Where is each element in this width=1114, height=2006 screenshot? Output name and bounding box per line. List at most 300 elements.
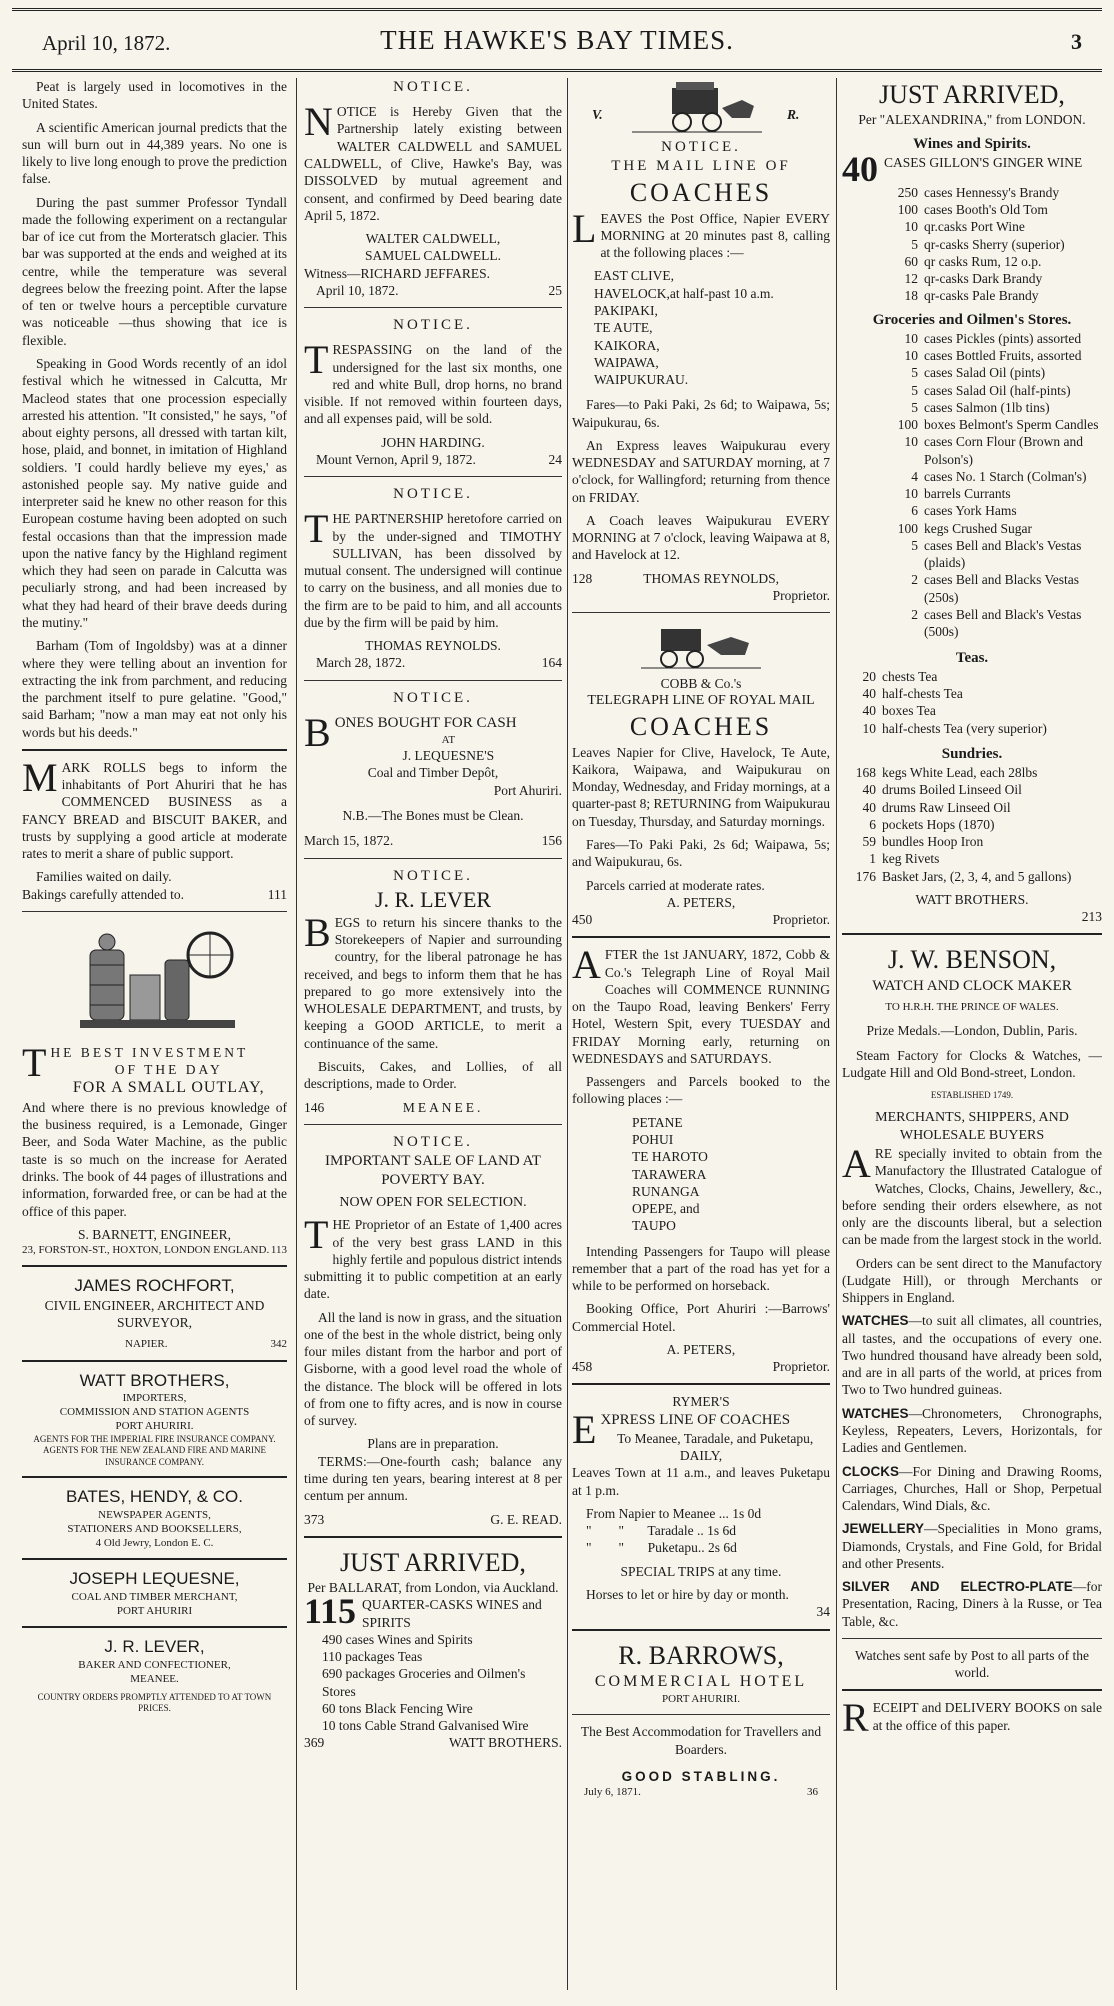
notice-heading: NOTICE. [393, 1133, 473, 1150]
card-name: BATES, HENDY, & CO. [66, 1487, 243, 1507]
advert-line: ESTABLISHED 1749. [930, 1089, 1014, 1100]
advert-number: 111 [267, 886, 287, 902]
notice-signature: A. PETERS, [666, 894, 736, 910]
arrival-list [304, 1631, 562, 1735]
list-item [842, 868, 1102, 885]
notice-text: HE PARTNERSHIP heretofore carried on by the under-signed and TIMOTHY SULLIVAN, has been dissolved by mutual consent. The undersigned will continue to carry on the business, and all monies due to the firm are to be paid to him, and all accounts due by the firm will be paid by him. [304, 511, 562, 630]
card-line: COMMISSION AND STATION AGENTS [59, 1406, 250, 1419]
notice-heading: NOW OPEN FOR SELECTION. [339, 1195, 527, 1211]
list-item: 110 packages Teas [322, 1649, 423, 1665]
notice-heading: J. R. LEVER [374, 886, 492, 912]
advert-number: 156 [541, 833, 562, 849]
advert-line: Bakings carefully attended to. [22, 886, 184, 902]
notice-line: Horses to let or hire by day or month. [586, 1587, 789, 1602]
notice-heading: XPRESS LINE OF COACHES [600, 1411, 791, 1428]
notice-line: MEANEE. [402, 1099, 484, 1115]
card-bates-hendy [22, 1486, 287, 1550]
masthead [12, 8, 1102, 72]
notice-heading: COACHES [629, 178, 773, 208]
list-item [842, 537, 1102, 572]
item-name: barrels Currants [924, 486, 1011, 502]
advert-text: Watches sent safe by Post to all parts of the world. [855, 1647, 1089, 1681]
card-line: COUNTRY ORDERS PROMPTLY ATTENDED TO AT TOWN PRICES. [37, 1691, 272, 1714]
list-item [842, 382, 1102, 399]
list-item [842, 799, 1102, 816]
emblem-letter: R. [787, 107, 800, 122]
column-rule [836, 78, 837, 1990]
list-item: 10 tons Cable Strand Galvanised Wire [322, 1718, 529, 1734]
advert-number: 36 [807, 1786, 818, 1799]
item-qty: 100 [897, 520, 918, 536]
article-paragraph: Barham (Tom of Ingoldsby) was at a dinner where they were telling about an invention for extracting the ink from parchment, and reducing the parchment itself to pure gelatine. "Good," said Barham; "now a man may eat not only his words but his deeds." [22, 638, 287, 740]
list-item: 490 cases Wines and Spirits [322, 1631, 473, 1647]
list-item [842, 287, 1102, 304]
notice-heading: NOTICE. [661, 139, 741, 155]
section-heading: Teas. [955, 649, 989, 666]
notice-heading: NOTICE. [393, 486, 473, 503]
card-line: IMPORTERS, [122, 1392, 187, 1405]
advert-text: —For Dining and Drawing Rooms, Carriages, Churches, Hall or Shop, Perpetual Calendars, Wind Dials, &c. [842, 1463, 1102, 1514]
advert-heading: MERCHANTS, SHIPPERS, AND WHOLESALE BUYERS [875, 1110, 1069, 1144]
list-item [842, 668, 1102, 685]
advert-line: PORT AHURIRI. [662, 1693, 740, 1706]
item-name: drums Boiled Linseed Oil [882, 782, 1022, 798]
advert-mark-rolls [22, 754, 287, 903]
item-name: cases Bottled Fruits, assorted [924, 348, 1082, 364]
advert-number: 128 [572, 570, 593, 586]
list-item [842, 502, 1102, 519]
advert-label: CLOCKS [842, 1463, 899, 1479]
column-2 [304, 78, 562, 1990]
item-qty: 40 [862, 799, 876, 815]
item-qty: 10 [904, 348, 918, 364]
article-paragraph: During the past summer Professor Tyndall made the following experiment on a rectangular bar of ice cut from the Morteratsch glacier. This bar was supported at the ends and weighed at its centre, while the temperature was several degrees below the freezing point. After the lapse of ten or twelve hours a perceptible curvature was noticeable —thus showing that ice is flexible. [22, 194, 287, 348]
notice-heading: ONES BOUGHT FOR CASH [334, 714, 517, 731]
item-name: cases Booth's Old Tom [924, 201, 1048, 217]
notice-heading: THE MAIL LINE OF [611, 158, 791, 175]
notice-heading: NOTICE. [393, 867, 473, 884]
column-3 [572, 78, 830, 1990]
list-item [842, 606, 1102, 641]
card-line: AGENTS FOR THE NEW ZEALAND FIRE AND MARINE INSURANCE COMPANY. [43, 1445, 266, 1467]
advert-address: 23, FORSTON-ST., HOXTON, LONDON ENGLAND. [22, 1244, 270, 1257]
card-watt-brothers [22, 1370, 287, 1469]
list-item: From Napier to Meanee ... 1s 0d [586, 1505, 762, 1521]
list-item [842, 253, 1102, 270]
item-name: bundles Hoop Iron [882, 834, 984, 850]
item-qty: 5 [911, 382, 918, 398]
item-name: cases Bell and Black's Vestas (plaids) [924, 537, 1082, 571]
notice-text: Intending Passengers for Taupo will please remember that a part of the road has yet for a while to be performed on horseback. [572, 1243, 830, 1294]
list-item: POHUI [632, 1131, 674, 1147]
page-number: 3 [1071, 29, 1082, 54]
notice-line: Proprietor. [772, 587, 830, 603]
card-line: NEWSPAPER AGENTS, [98, 1508, 211, 1521]
advert-number: 113 [270, 1244, 287, 1257]
list-item [842, 364, 1102, 381]
item-name: boxes Belmont's Sperm Candles [924, 417, 1099, 433]
item-qty: 100 [897, 201, 918, 217]
item-qty: 40 [862, 703, 876, 719]
article-paragraph: A scientific American journal predicts that the sun will burn out in 44,389 years. No one is likely to live long enough to prove the prediction false. [22, 119, 287, 187]
advert-text: ARK ROLLS begs to inform the inhabitants of Port Ahuriri that he has COMMENCED BUSINESS as a FANCY BREAD and BISCUIT BAKER, and trusts by supplying a good article at moderate rates to merit a share of public support. [22, 759, 287, 862]
list-item: RUNANGA [632, 1183, 700, 1199]
item-qty: 168 [855, 764, 876, 780]
advert-text: ECEIPT and DELIVERY BOOKS on sale at the office of this paper. [872, 1700, 1102, 1733]
list-item [842, 850, 1102, 867]
advert-text: And where there is no previous knowledge of the business required, is a Lemonade, Ginger Beer, and Soda Water Machine, as the public taste is so much on the increase for Aerated drinks. The book of 44 pages of illustrations and information, forwarded free, or can be had at the office of this paper. [22, 1099, 287, 1219]
list-item [842, 270, 1102, 287]
item-name: half-chests Tea [882, 686, 963, 701]
notice-heading: NOTICE. [393, 689, 473, 706]
item-qty: 40 [862, 782, 876, 798]
notice-text: Fares—to Paki Paki, 2s 6d; to Waipawa, 5s; Waipukurau, 6s. [572, 397, 830, 430]
teas-list [842, 668, 1102, 737]
list-item [842, 816, 1102, 833]
fares-list [572, 1505, 830, 1557]
item-name: cases Bell and Black's Vestas (500s) [924, 607, 1082, 640]
notice-text: All the land is now in grass, and the situation one of the best in the whole district, being only four miles distant from the harbor and port of Gisborne, with a good level road the whole of the distance. The block will be offered in lots of from one to fifty acres, and is now in course of survey. [304, 1309, 562, 1429]
notice-line: J. LEQUESNE'S [402, 748, 495, 764]
list-item [842, 781, 1102, 798]
advert-line: CASES GILLON'S GINGER WINE [884, 154, 1083, 170]
list-item: TE HAROTO [632, 1149, 708, 1165]
notice-text: A Coach leaves Waipukurau EVERY MORNING at 7 o'clock, leaving Waipawa at 8, and Havelock at 12. [572, 512, 830, 563]
notice-date: March 15, 1872. [304, 833, 394, 849]
advert-heading: WATCH AND CLOCK MAKER [872, 977, 1072, 994]
list-item: PETANE [632, 1114, 683, 1130]
card-lever [22, 1636, 287, 1715]
notice-line: Coal and Timber Depôt, [367, 765, 499, 781]
advert-text: —Specialities in Mono grams, Diamonds, Crystals, and Fine Gold, for Bridal and other Presents. [842, 1521, 1102, 1571]
advert-label: WATCHES [842, 1313, 909, 1329]
drop-cap: L [572, 205, 597, 251]
item-name: keg Rivets [882, 851, 940, 867]
advert-text: —for Presentation, Racing, Diners à la Russe, or Tea Table, &c. [842, 1579, 1102, 1629]
list-item: WAIPAWA, [594, 354, 659, 370]
list-item [842, 685, 1102, 702]
advert-heading: JUST ARRIVED, [879, 80, 1065, 109]
notice-text: Biscuits, Cakes, and Lollies, of all descriptions, made to Order. [304, 1058, 562, 1092]
notice-date: April 10, 1872. [316, 282, 399, 298]
advert-number: 450 [572, 912, 593, 928]
section-heading: Wines and Spirits. [913, 135, 1031, 152]
item-qty: 5 [911, 365, 918, 381]
advert-text: RE specially invited to obtain from the Manufactory the Illustrated Catalogue of Watches, Clocks, Chains, Jewellery, &c., before sending their orders elsewhere, as not only are the discounts liberal, but a selection can be made from the largest stock in the world. [842, 1146, 1102, 1248]
item-qty: 10 [862, 720, 876, 736]
notice-text: TERMS:—One-fourth cash; balance any time during ten years, bearing interest at 8 per centum per annum. [304, 1453, 562, 1504]
list-item [842, 702, 1102, 719]
sundries-list [842, 764, 1102, 885]
advert-text: The Best Accommodation for Travellers and Boarders. [580, 1724, 822, 1757]
advert-label: SILVER AND ELECTRO-PLATE [842, 1579, 1073, 1595]
notice-line: Plans are in preparation. [367, 1436, 499, 1452]
item-name: cases Bell and Blacks Vestas (250s) [924, 572, 1079, 605]
card-line: STATIONERS AND BOOKSELLERS, [67, 1522, 242, 1535]
drop-cap: T [304, 506, 329, 552]
drop-cap: B [304, 709, 331, 755]
notice-text: HE Proprietor of an Estate of 1,400 acres of the very best grass LAND in this highly fertile and populous district intends submitting it to public competition at an early date. [304, 1217, 562, 1302]
notice-signature: SAMUEL CALDWELL. [365, 248, 501, 264]
advert-date: July 6, 1871. [584, 1786, 641, 1799]
card-lequesne [22, 1568, 287, 1618]
list-item [842, 201, 1102, 218]
item-qty: 10 [904, 486, 918, 502]
item-name: drums Raw Linseed Oil [882, 799, 1011, 815]
notice-signature: G. E. READ. [490, 1511, 562, 1527]
notice-text: OTICE is Hereby Given that the Partnership lately existing between WALTER CALDWELL and SAMUEL CALDWELL, of Clive, Hawke's Bay, was DISSOLVED by mutual agreement and consent, and confirmed by Deed bearing date April 5, 1872. [304, 104, 562, 223]
notice-text: Leaves Napier for Clive, Havelock, Te Aute, Kaikora, Waipawa, and Waipukurau on Monday, Wednesday, and Friday mornings, at a quarter-past 8; RETURNING from Waipukurau on Tuesday, Thursday, and Saturday mornings. [572, 744, 830, 829]
advert-line: QUARTER-CASKS WINES and SPIRITS [362, 1597, 542, 1630]
advert-label: JEWELLERY [842, 1521, 925, 1537]
notice-text: Leaves Town at 11 a.m., and leaves Puketapu at 1 p.m. [572, 1465, 830, 1498]
notice-text: An Express leaves Waipukurau every WEDNESDAY and SATURDAY morning, at 7 o'clock, for Wallingford; returning from thence on FRIDAY. [572, 437, 830, 505]
list-item [842, 764, 1102, 781]
advert-subheading: Per BALLARAT, from London, via Auckland. [307, 1580, 559, 1596]
newspaper-title: THE HAWKE'S BAY TIMES. [380, 25, 734, 55]
item-name: kegs White Lead, each 28lbs [882, 764, 1038, 780]
card-line: COAL AND TIMBER MERCHANT, [71, 1590, 238, 1603]
advert-line: Families waited on daily. [36, 869, 172, 885]
item-name: boxes Tea [882, 703, 936, 719]
item-qty: 250 [897, 184, 918, 200]
notice-heading: COBB & Co.'s [660, 676, 742, 692]
mail-coach-emblem [572, 78, 830, 138]
notice-heading: TELEGRAPH LINE OF ROYAL MAIL [587, 693, 815, 709]
notice-line: Proprietor. [772, 912, 830, 928]
list-item: " " Taradale .. 1s 6d [586, 1523, 737, 1539]
item-qty: 176 [855, 868, 876, 884]
card-line: PORT AHURIRI [116, 1604, 193, 1617]
list-item: KAIKORA, [594, 337, 660, 353]
item-name: cases Pickles (pints) assorted [924, 330, 1082, 346]
soda-machine-illustration [70, 920, 240, 1040]
item-name: chests Tea [882, 668, 938, 684]
notice-heading: IMPORTANT SALE OF LAND AT POVERTY BAY. [325, 1152, 541, 1189]
list-item: " " Puketapu.. 2s 6d [586, 1540, 737, 1556]
notice-text: FTER the 1st JANUARY, 1872, Cobb & Co.'s Telegraph Line of Royal Mail Coaches will COMMENCE RUNNING on the Taupo Road, leaving Benkers' Ferry Hotel, Western Spit, every TUESDAY and FRIDAY Morning early, returning on WEDNESDAYS and SATURDAYS. [572, 947, 830, 1066]
item-qty: 2 [911, 607, 918, 623]
advert-number: 25 [548, 282, 562, 298]
list-item: EAST CLIVE, [594, 268, 674, 284]
drop-cap: T [22, 1039, 47, 1085]
advert-text: Steam Factory for Clocks & Watches, —Ludgate Hill and Old Bond-street, London. [842, 1048, 1102, 1081]
notice-heading: NOTICE. [393, 79, 473, 95]
card-name: JOSEPH LEQUESNE, [69, 1569, 240, 1589]
advert-name: S. BARNETT, ENGINEER, [77, 1226, 232, 1242]
notice-text: Fares—To Paki Paki, 2s 6d; Waipawa, 5s; and Waipukurau, 6s. [572, 836, 830, 870]
drop-cap: E [572, 1406, 597, 1452]
card-line: MEANEE. [130, 1672, 179, 1685]
item-qty: 40 [862, 686, 876, 701]
item-name: cases Corn Flour (Brown and Polson's) [924, 434, 1083, 467]
advert-label: WATCHES [842, 1405, 909, 1421]
groceries-list [842, 330, 1102, 641]
places-list [572, 1114, 830, 1235]
item-name: qr-casks Pale Brandy [924, 288, 1039, 304]
advert-number: 146 [304, 1099, 325, 1115]
notice-heading: NOTICE. [393, 317, 473, 334]
section-heading: Sundries. [941, 745, 1003, 762]
item-name: cases Salad Oil (pints) [924, 365, 1046, 381]
advert-text: —Chronometers, Chronographs, Keyless, Repeaters, Levers, Horizontals, for Ladies and Gentlemen. [842, 1405, 1102, 1456]
notice-heading: RYMER'S [672, 1394, 730, 1410]
list-item [842, 399, 1102, 416]
item-qty: 6 [911, 503, 918, 519]
advert-number: 34 [816, 1604, 830, 1620]
advert-best-investment [22, 920, 287, 1257]
drop-cap: N [304, 99, 333, 145]
advert-number: 369 [304, 1735, 325, 1751]
advert-line: TO H.R.H. THE PRINCE OF WALES. [885, 1000, 1059, 1013]
item-qty: 18 [904, 288, 918, 304]
card-line: AGENTS FOR THE IMPERIAL FIRE INSURANCE COMPANY. [33, 1433, 276, 1444]
advert-heading: J. W. BENSON, [887, 945, 1057, 975]
list-item [842, 485, 1102, 502]
places-list [572, 267, 830, 388]
notice-line: SPECIAL TRIPS at any time. [620, 1563, 782, 1579]
drop-cap: T [304, 1212, 329, 1258]
drop-cap: R [842, 1695, 869, 1741]
item-qty: 10 [904, 219, 918, 235]
emblem-letter: V. [592, 107, 603, 122]
list-item [842, 468, 1102, 485]
advert-number: 373 [304, 1511, 325, 1527]
advert-big-number: 40 [842, 148, 878, 189]
notice-heading: COACHES [629, 712, 773, 742]
notice-line: AT [441, 734, 456, 747]
issue-date: April 10, 1872. [42, 31, 171, 55]
drop-cap: T [304, 337, 329, 383]
card-line: PORT AHURIRI. [115, 1420, 194, 1433]
card-line: CIVIL ENGINEER, ARCHITECT AND SURVEYOR, [44, 1297, 265, 1331]
item-name: qr casks Rum, 12 o.p. [924, 253, 1042, 269]
notice-text: RESPASSING on the land of the undersigned for the last six months, one red and white Bull, drop horns, no brand visible. If not removed within fourteen days, and all expenses paid, will be sold. [304, 342, 562, 427]
drop-cap: A [842, 1141, 871, 1187]
item-name: half-chests Tea (very superior) [882, 720, 1047, 736]
advert-number: 164 [541, 655, 562, 671]
advert-signature: WATT BROTHERS. [915, 891, 1029, 907]
list-item [842, 520, 1102, 537]
item-qty: 5 [911, 236, 918, 252]
item-qty: 100 [897, 417, 918, 433]
advert-line: GOOD STABLING. [621, 1768, 781, 1784]
column-rule [567, 78, 568, 1990]
item-qty: 4 [911, 468, 918, 484]
advert-heading: R. BARROWS, [618, 1640, 784, 1670]
column-rule [296, 78, 297, 1990]
drop-cap: B [304, 909, 331, 955]
notice-text: Passengers and Parcels booked to the following places :— [572, 1074, 830, 1107]
notice-line: Port Ahuriri. [493, 782, 562, 798]
wines-list [842, 184, 1102, 305]
notice-signature: JOHN HARDING. [381, 434, 485, 450]
item-name: cases York Hams [924, 503, 1017, 519]
list-item [842, 833, 1102, 850]
item-qty: 59 [862, 834, 876, 850]
list-item [842, 236, 1102, 253]
list-item: TARAWERA [632, 1166, 707, 1182]
card-line: 4 Old Jewry, London E. C. [95, 1536, 214, 1549]
notice-line: N.B.—The Bones must be Clean. [342, 807, 524, 823]
item-name: Basket Jars, (2, 3, 4, and 5 gallons) [882, 868, 1072, 884]
list-item [842, 571, 1102, 606]
list-item [842, 416, 1102, 433]
notice-text: EAVES the Post Office, Napier EVERY MORNING at 20 minutes past 8, calling at the following places :— [600, 210, 830, 261]
card-name: WATT BROTHERS, [79, 1370, 230, 1390]
item-qty: 10 [904, 330, 918, 346]
list-item [842, 330, 1102, 347]
card-rochfort [22, 1275, 287, 1351]
notice-line: Parcels carried at moderate rates. [586, 877, 765, 893]
notice-signature: THOMAS REYNOLDS, [643, 570, 779, 586]
notice-text: EGS to return his sincere thanks to the Storekeepers of Napier and surrounding country, for the liberal patronage he has received, and begs to inform them that he has prepared to go more extensively into the WHOLESALE DEPARTMENT, and trusts, by keeping a GOOD ARTICLE, to merit a continuance of the same. [304, 914, 562, 1051]
list-item [842, 347, 1102, 364]
item-name: cases Hennessy's Brandy [924, 184, 1060, 200]
item-qty: 60 [904, 253, 918, 269]
advert-heading: OF THE DAY [114, 1062, 223, 1078]
list-item [842, 218, 1102, 235]
list-item: OPEPE, and [632, 1201, 700, 1217]
item-name: qr.casks Port Wine [924, 219, 1025, 235]
list-item [842, 184, 1102, 201]
section-heading: Groceries and Oilmen's Stores. [872, 311, 1072, 328]
card-line: BAKER AND CONFECTIONER, [78, 1658, 231, 1671]
item-name: cases Salad Oil (half-pints) [924, 382, 1071, 398]
item-qty: 5 [911, 537, 918, 553]
list-item: 690 packages Groceries and Oilmen's Stores [322, 1666, 526, 1699]
advert-heading: COMMERCIAL HOTEL [594, 1672, 808, 1690]
advert-number: 342 [270, 1338, 287, 1351]
advert-signature: WATT BROTHERS. [448, 1735, 562, 1751]
advert-number: 213 [1081, 909, 1102, 925]
item-name: cases Salmon (1lb tins) [924, 399, 1050, 415]
list-item: PAKIPAKI, [594, 302, 658, 318]
advert-subheading: Per "ALEXANDRINA," from LONDON. [858, 112, 1086, 128]
item-name: kegs Crushed Sugar [924, 520, 1032, 536]
coach-illustration [632, 78, 762, 136]
newspaper-page [12, 4, 1102, 1994]
notice-date: Mount Vernon, April 9, 1872. [316, 451, 476, 467]
drop-cap: M [22, 754, 58, 800]
advert-text: Orders can be sent direct to the Manufactory (Ludgate Hill), or through Merchants or Shippers in England. [842, 1255, 1102, 1306]
drop-cap: A [572, 942, 601, 988]
advert-big-number: 115 [304, 1591, 357, 1632]
item-name: cases No. 1 Starch (Colman's) [924, 468, 1087, 484]
article-paragraph: Peat is largely used in locomotives in the United States. [22, 79, 287, 112]
card-name: J. R. LEVER, [104, 1636, 205, 1656]
advert-heading: FOR A SMALL OUTLAY, [72, 1079, 265, 1097]
item-name: qr-casks Dark Brandy [924, 271, 1043, 287]
list-item: TE AUTE, [594, 320, 653, 336]
advert-heading: HE BEST INVESTMENT [50, 1044, 249, 1060]
column-4 [842, 78, 1102, 1990]
notice-text: Booking Office, Port Ahuriri :—Barrows' Commercial Hotel. [572, 1301, 830, 1334]
notice-line: To Meanee, Taradale, and Puketapu, DAILY, [617, 1430, 814, 1464]
item-qty: 6 [869, 816, 876, 832]
list-item: TAUPO [632, 1218, 676, 1234]
list-item: 60 tons Black Fencing Wire [322, 1700, 473, 1716]
notice-signature: WALTER CALDWELL, [365, 231, 501, 247]
item-qty: 12 [904, 271, 918, 287]
column-1 [22, 78, 287, 1990]
advert-number: 458 [572, 1359, 593, 1375]
notice-signature: A. PETERS, [666, 1341, 736, 1357]
item-name: pockets Hops (1870) [882, 816, 995, 832]
list-item: HAVELOCK,at half-past 10 a.m. [594, 285, 774, 301]
item-qty: 1 [869, 851, 876, 867]
list-item [842, 720, 1102, 737]
